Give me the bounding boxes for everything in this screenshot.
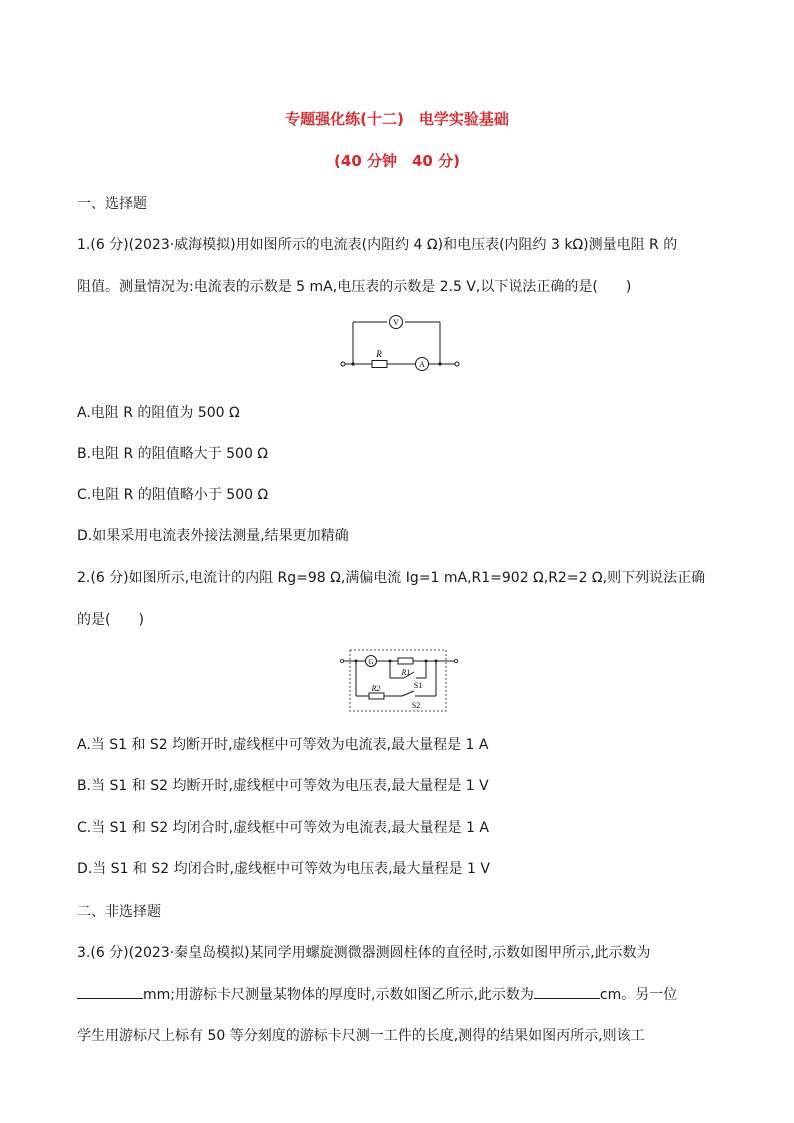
q2-stem-line1: 2.(6 分)如图所示,电流计的内阻 Rg=98 Ω,满偏电流 Ig=1 mA,R1=902 Ω,R2=2 Ω,则下列说法正确 <box>77 570 706 586</box>
q1-voltmeter-label: V <box>393 318 399 327</box>
q2-option-c: C.当 S1 和 S2 均闭合时,虚线框中可等效为电流表,最大量程是 1 A <box>77 820 489 836</box>
q3-line2-part1: mm;用游标卡尺测量某物体的厚度时,示数如图乙所示,此示数为 <box>143 987 534 1003</box>
q2-r2-resistor <box>369 693 384 699</box>
q1-circuit-diagram <box>335 313 465 375</box>
q2-s2-switch <box>402 691 414 696</box>
q3-stem-line2 <box>77 984 677 1004</box>
q1-option-d: D.如果采用电流表外接法测量,结果更加精确 <box>77 528 349 544</box>
q2-stem-line2: 的是( ) <box>77 612 144 628</box>
q2-s1-label: S1 <box>413 681 423 690</box>
q3-answer-blank-1[interactable] <box>77 986 143 999</box>
q3-stem-line1: 3.(6 分)(2023·秦皇岛模拟)某同学用螺旋测微器测圆柱体的直径时,示数如图甲所示,此示数为 <box>77 945 651 961</box>
q3-stem-line3: 学生用游标尺上标有 50 等分刻度的游标卡尺测一工件的长度,测得的结果如图丙所示,则该工 <box>77 1028 645 1044</box>
q1-resistor <box>372 361 387 368</box>
q1-resistor-label: R <box>376 349 382 359</box>
q2-galvanometer-label: G <box>368 658 374 666</box>
q2-circuit-diagram <box>340 648 458 714</box>
q2-option-b: B.当 S1 和 S2 均断开时,虚线框中可等效为电压表,最大量程是 1 V <box>77 778 489 794</box>
q2-option-d: D.当 S1 和 S2 均闭合时,虚线框中可等效为电压表,最大量程是 1 V <box>77 861 490 877</box>
q2-option-a: A.当 S1 和 S2 均断开时,虚线框中可等效为电流表,最大量程是 1 A <box>77 737 489 753</box>
q2-s2-label: S2 <box>411 701 421 710</box>
q2-r1-label: R1 <box>401 668 411 677</box>
q1-stem-line1: 1.(6 分)(2023·威海模拟)用如图所示的电流表(内阻约 4 Ω)和电压表(内阻约 3 kΩ)测量电阻 R 的 <box>77 237 678 253</box>
q1-stem-line2: 阻值。测量情况为:电流表的示数是 5 mA,电压表的示数是 2.5 V,以下说法正确的是( ) <box>77 279 632 295</box>
q2-r1-resistor <box>398 658 413 664</box>
page-subtitle: (40 分钟 40 分) <box>334 152 460 170</box>
q1-option-c: C.电阻 R 的阻值略小于 500 Ω <box>77 487 269 503</box>
q2-r2-label: R2 <box>371 684 381 693</box>
section-heading-nonchoice: 二、非选择题 <box>77 904 161 920</box>
q3-line2-part2: cm。另一位 <box>599 987 678 1003</box>
q3-answer-blank-2[interactable] <box>534 986 600 999</box>
q1-ammeter-label: A <box>419 360 425 369</box>
section-heading-choice: 一、选择题 <box>77 196 147 212</box>
page-title: 专题强化练(十二) 电学实验基础 <box>285 110 509 128</box>
q1-option-a: A.电阻 R 的阻值为 500 Ω <box>77 405 240 421</box>
q1-option-b: B.电阻 R 的阻值略大于 500 Ω <box>77 446 269 462</box>
